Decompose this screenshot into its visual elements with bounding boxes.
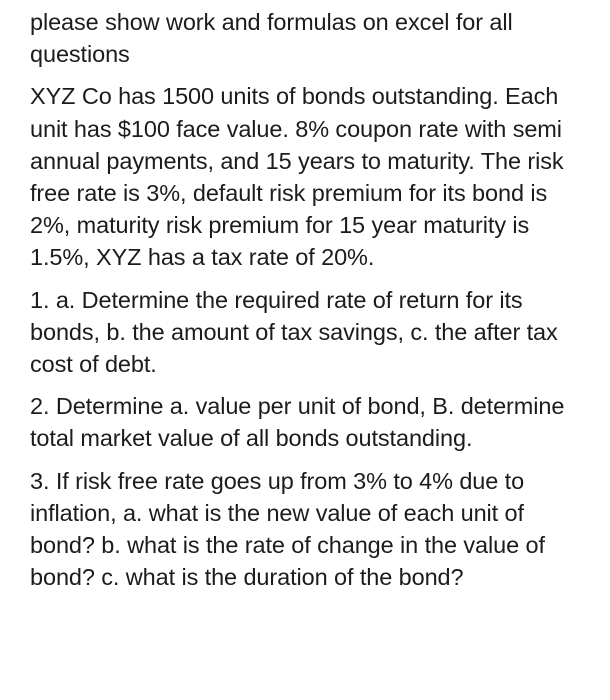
instruction-text: please show work and formulas on excel for all questions: [30, 9, 513, 68]
question-1: 1. a. Determine the required rate of return for its bonds, b. the amount of tax savings, c. the after tax cost of debt.: [30, 286, 558, 378]
scenario-paragraph: XYZ Co has 1500 units of bonds outstanding. Each unit has $100 face value. 8% coupon rate with semi annual payments, and 15 years to maturity. The risk free rate is 3%, default risk premium for its bond is 2%, maturity risk premium for 15 year maturity is 1.5%, XYZ has a tax rate of 20%.: [30, 83, 564, 271]
question-3: 3. If risk free rate goes up from 3% to 4% due to inflation, a. what is the new value of each unit of bond? b. what is the rate of change in the value of bond? c. what is the duration of the bond?: [30, 467, 545, 591]
question-2: 2. Determine a. value per unit of bond, B. determine total market value of all bonds outstanding.: [30, 393, 565, 452]
